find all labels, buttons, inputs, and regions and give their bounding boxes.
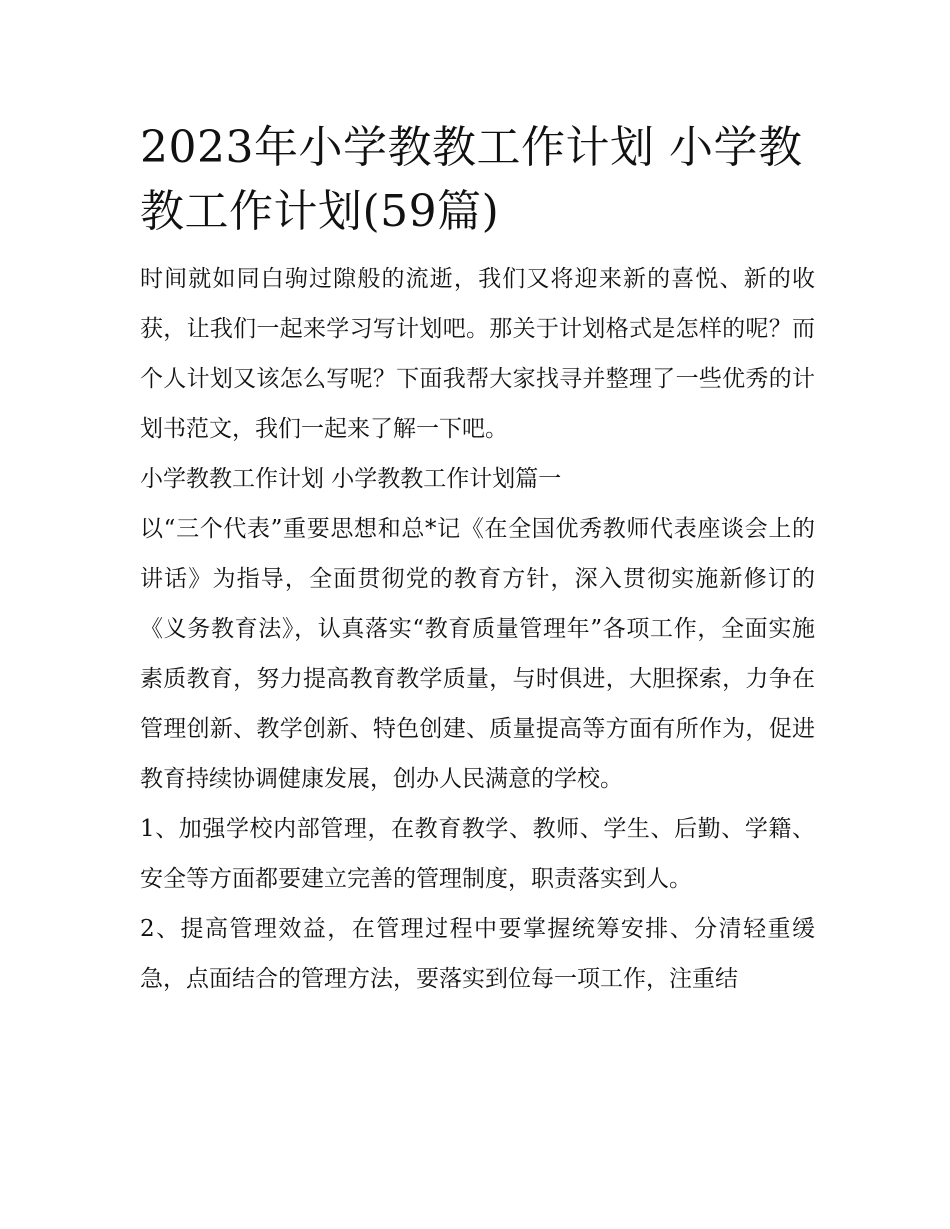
document-title: 2023年小学教教工作计划 小学教教工作计划(59篇): [140, 122, 803, 237]
body-paragraph-3: 2、提高管理效益，在管理过程中要掌握统筹安排、分清轻重缓急，点面结合的管理方法，要落实到位每一项工作，注重结: [140, 916, 815, 992]
document-page: [140, 116, 815, 1004]
intro-paragraph: 时间就如同白驹过隙般的流逝，我们又将迎来新的喜悦、新的收获，让我们一起来学习写计划吧。那关于计划格式是怎样的呢？而个人计划又该怎么写呢？下面我帮大家找寻并整理了一些优秀的计划书范文，我们一起来了解一下吧。: [140, 266, 815, 442]
body-paragraph-2: 1、加强学校内部管理，在教育教学、教师、学生、后勤、学籍、安全等方面都要建立完善的管理制度，职责落实到人。: [140, 816, 815, 892]
section-heading: 小学教教工作计划 小学教教工作计划篇一: [140, 466, 562, 492]
body-paragraph-1: 以“三个代表”重要思想和总*记《在全国优秀教师代表座谈会上的讲话》为指导，全面贯彻党的教育方针，深入贯彻实施新修订的《义务教育法》，认真落实“教育质量管理年”各项工作，全面实施素质教育，努力提高教育教学质量，与时俱进，大胆探索，力争在管理创新、教学创新、特色创建、质量提高等方面有所作为，促进教育持续协调健康发展，创办人民满意的学校。: [140, 516, 815, 792]
